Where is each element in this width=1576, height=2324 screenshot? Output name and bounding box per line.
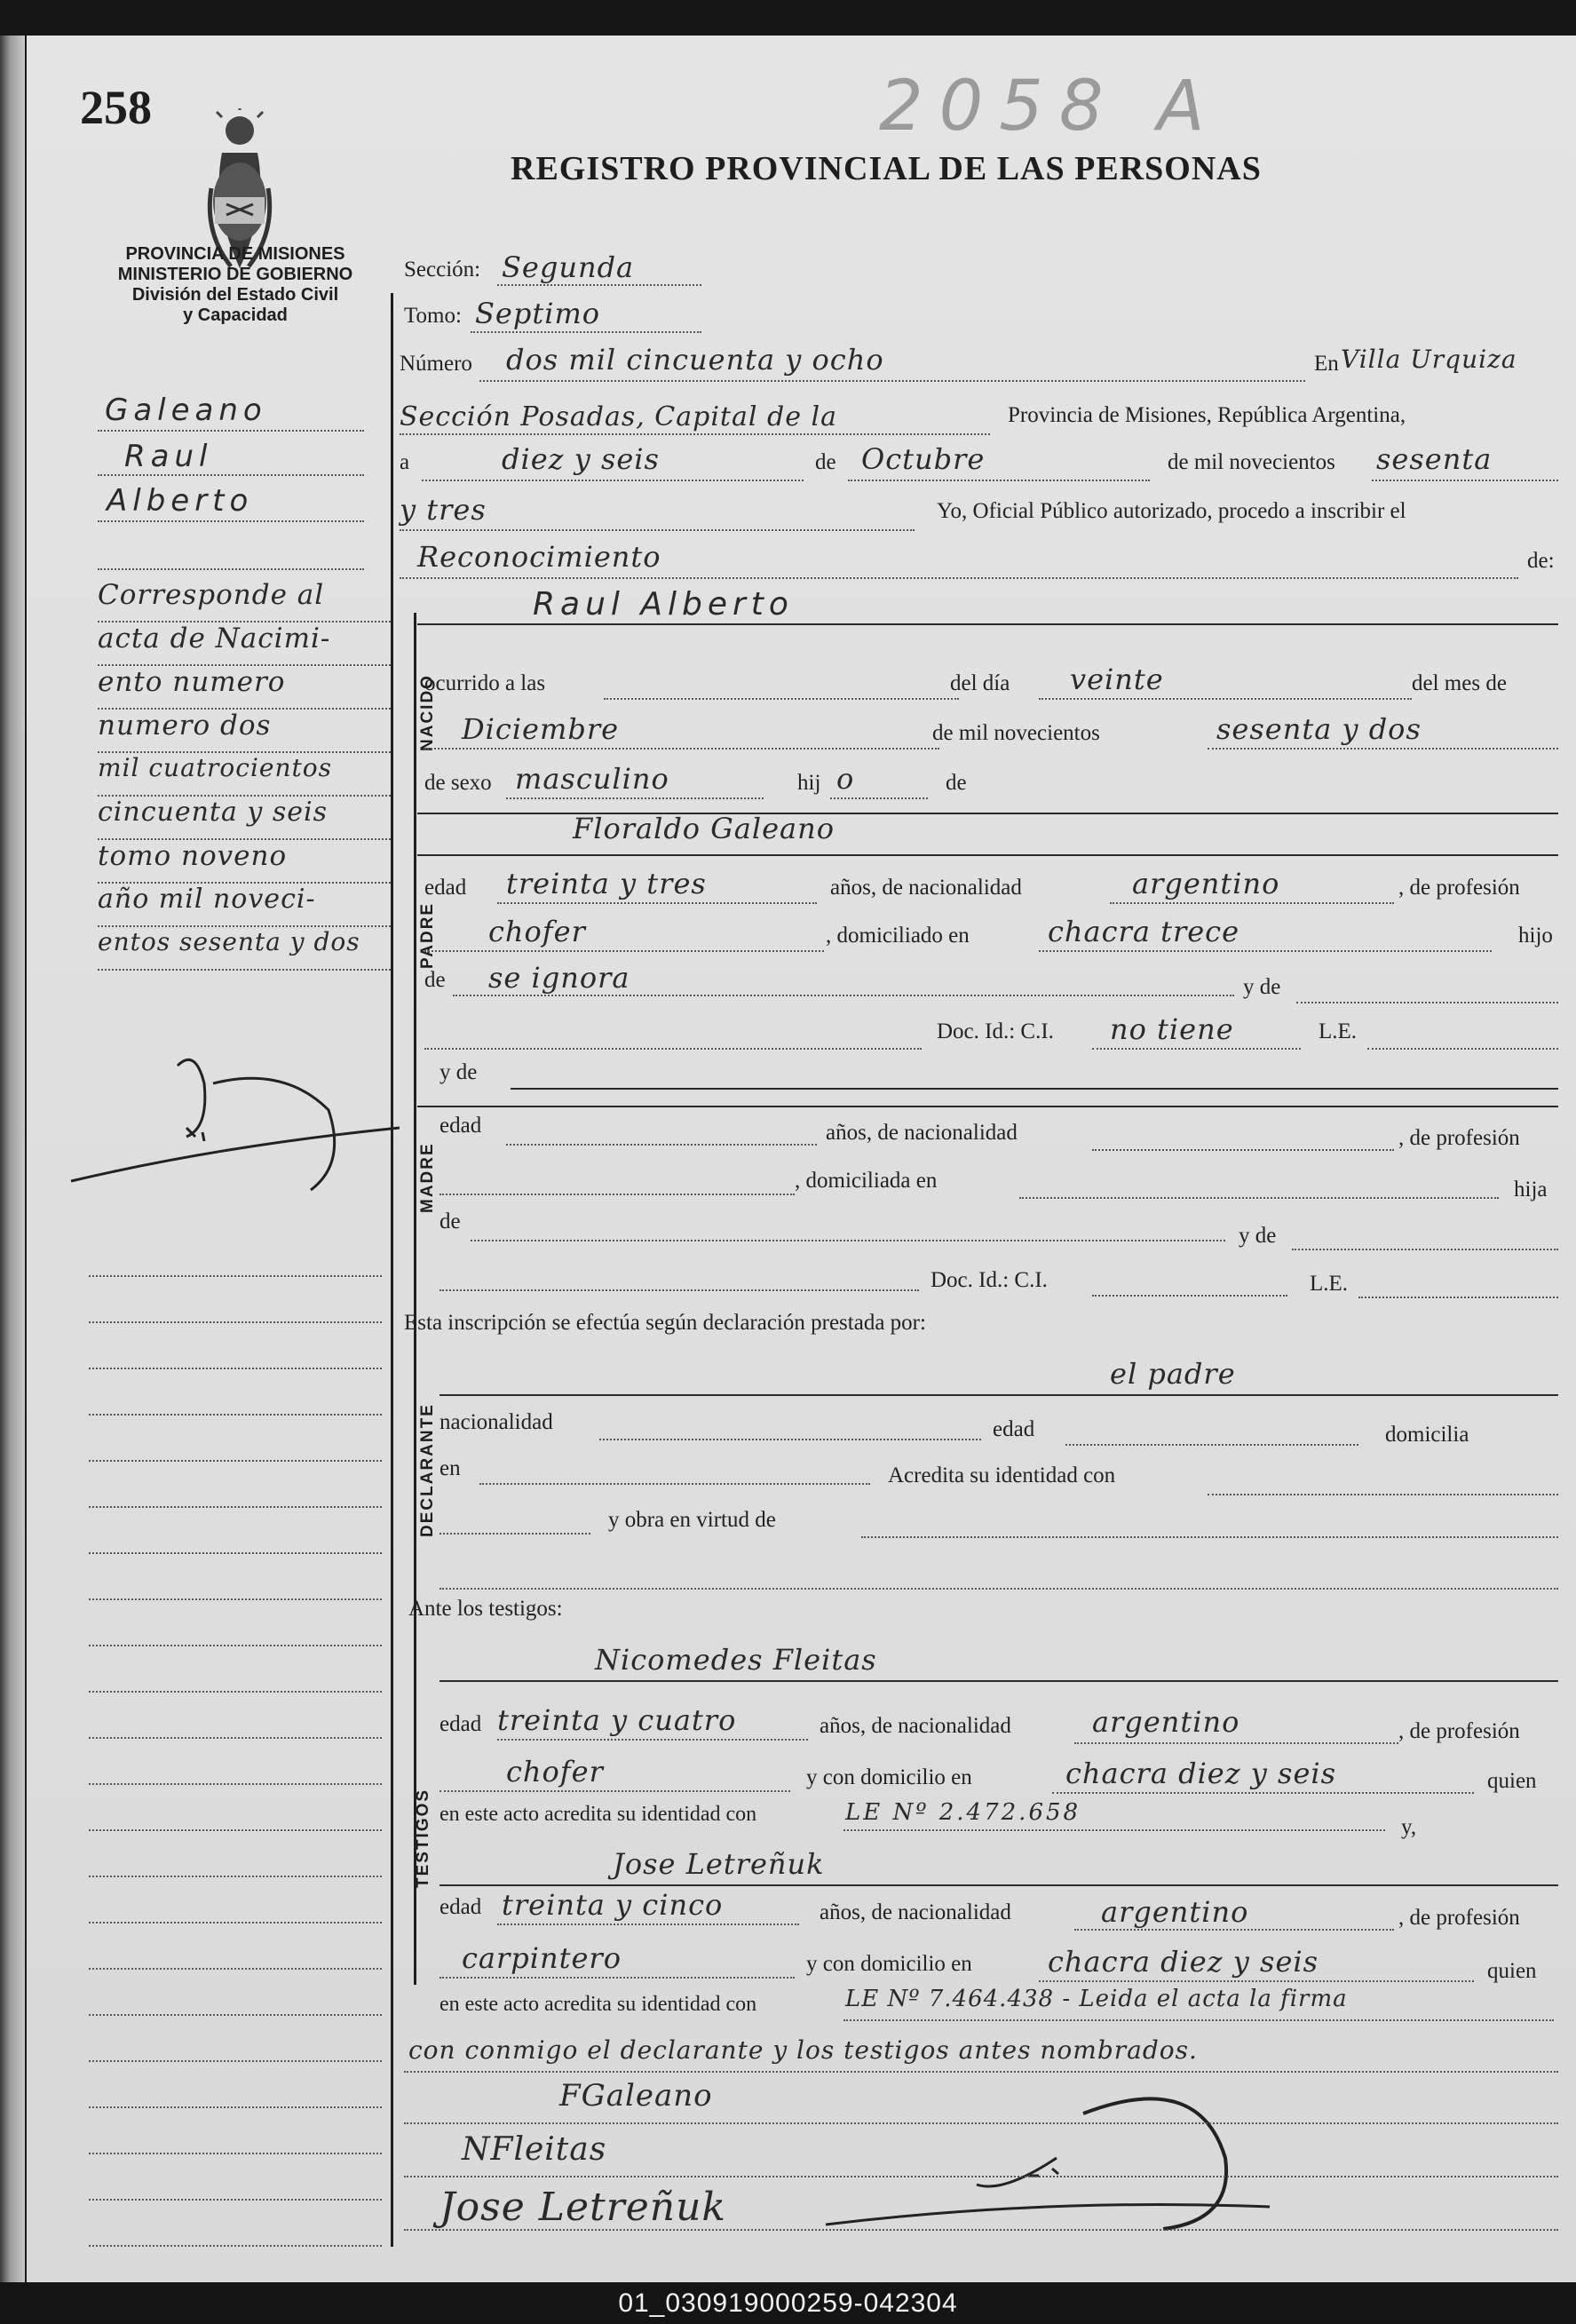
signature-witness-2: Jose Letreñuk (440, 2185, 727, 2230)
y-de2-label-madre: y de (1239, 1224, 1277, 1248)
signature-father: FGaleano (559, 2078, 713, 2114)
margin-note-line: ento numero (98, 666, 391, 710)
edad-label-padre: edad (424, 876, 467, 900)
en-label: En (1314, 352, 1339, 376)
margin-note-line: tomo noveno (98, 840, 391, 884)
margin-signature (62, 1030, 400, 1208)
de-label: de (815, 450, 836, 474)
declarante-intro: Esta inscripción se efectúa según declaración prestada por: (404, 1311, 926, 1335)
edad-label-t1: edad (440, 1712, 482, 1736)
padre-side-label: PADRE (418, 901, 437, 969)
le-label-padre: L.E. (1319, 1019, 1358, 1043)
margin-blank-lines (89, 1231, 382, 2247)
cierre-text: con conmigo el declarante y los testigos antes nombrados. (408, 2035, 1198, 2065)
padre-nombre: Floraldo Galeano (573, 812, 835, 845)
hij-label: hij (797, 771, 821, 795)
margin-divider (391, 293, 393, 2247)
yo-text: Yo, Oficial Público autorizado, procedo a inscribir el (937, 499, 1406, 523)
nombre-inscripto: Raul Alberto (533, 586, 794, 623)
en-value: Villa Urquiza (1341, 345, 1517, 374)
testigo2-edad: treinta y cinco (502, 1888, 724, 1922)
signature-officer (826, 2051, 1323, 2238)
margin-note-line: acta de Nacimi- (98, 623, 391, 666)
margin-note-line: Corresponde al (98, 579, 391, 623)
nacido-side-label: NACIDO (418, 674, 437, 751)
testigo2-domicilio: chacra diez y seis (1048, 1945, 1319, 1979)
tomo-label: Tomo: (404, 304, 462, 328)
testigo2-nombre: Jose Letreñuk (613, 1847, 825, 1881)
testigos-side-label: TESTIGOS (414, 1788, 432, 1888)
document-page (27, 36, 1576, 2282)
margin-note-line: cincuenta y seis (98, 797, 391, 840)
provincia-text: Provincia de Misiones, República Argentina, (1008, 403, 1406, 427)
profesion-label-t2: , de profesión (1398, 1906, 1520, 1930)
a-label: a (400, 450, 410, 474)
doc-padre: no tiene (1110, 1012, 1234, 1046)
profesion-label-madre: , de profesión (1398, 1126, 1520, 1150)
de-label-madre: de (440, 1210, 461, 1233)
profesion-label-padre: , de profesión (1398, 876, 1520, 900)
nacionalidad-padre: argentino (1132, 867, 1280, 900)
mes-inscripcion: Octubre (861, 442, 986, 476)
testigo1-domicilio: chacra diez y seis (1065, 1757, 1337, 1790)
book-edge (0, 36, 25, 2282)
doc-label-madre: Doc. Id.: C.I. (931, 1268, 1048, 1292)
header-ministry: MINISTERIO DE GOBIERNO (117, 265, 353, 284)
ocurrido-label: ocurrido a las (424, 671, 546, 695)
anios-label-t1: años, de nacionalidad (820, 1714, 1011, 1738)
hijo-label-padre: hijo (1518, 924, 1553, 948)
anio-nacimiento: sesenta y dos (1216, 712, 1422, 746)
signature-witness-1: NFleitas (462, 2131, 607, 2168)
domicilio-label-padre: , domiciliado en (826, 924, 970, 948)
edad-padre: treinta y tres (506, 867, 707, 900)
tomo-value: Septimo (475, 297, 601, 330)
margin-note-line: entos sesenta y dos (98, 927, 391, 971)
mil-label-nac: de mil novecientos (932, 721, 1100, 745)
margin-note-line: mil cuatrocientos (98, 753, 391, 797)
y-de-label-padre: y de (1243, 975, 1281, 999)
profesion-padre: chofer (488, 915, 586, 948)
domicilio-label-madre: , domiciliada en (795, 1169, 938, 1193)
edad-label-decl: edad (993, 1417, 1035, 1441)
y-label-t1: y, (1401, 1815, 1417, 1839)
profesion-label-t1: , de profesión (1398, 1719, 1520, 1743)
domicilio-label-decl: domicilia (1385, 1423, 1469, 1447)
margin-surname: Galeano (105, 393, 267, 428)
obra-label-decl: y obra en virtud de (608, 1508, 776, 1532)
de-colon-label: de: (1527, 549, 1555, 573)
declarante-nombre: el padre (1110, 1357, 1236, 1391)
testigo2-doc: LE Nº 7.464.438 - Leida el acta la firma (845, 1986, 1348, 2012)
domicilio-label-t1: y con domicilio en (806, 1765, 972, 1789)
page-number: 258 (80, 81, 152, 134)
margin-given-1: Raul (124, 439, 213, 474)
document-title: REGISTRO PROVINCIAL DE LAS PERSONAS (511, 150, 1262, 187)
testigo1-nacionalidad: argentino (1092, 1705, 1240, 1739)
seccion-value: Segunda (502, 250, 635, 284)
margin-note (98, 579, 391, 971)
margin-note-line: año mil noveci- (98, 884, 391, 927)
testigo1-doc: LE Nº 2.472.658 (845, 1799, 1081, 1826)
image-id-footer: 01_030919000259-042304 (0, 2282, 1576, 2324)
margin-line (98, 474, 364, 476)
margin-line (98, 568, 364, 570)
header-capacity: y Capacidad (183, 305, 288, 325)
anios-label-padre: años, de nacionalidad (830, 876, 1022, 900)
top-border (0, 0, 1576, 40)
hijo-suffix: o (836, 762, 855, 796)
dia-inscripcion: diez y seis (502, 442, 660, 476)
header-division: División del Estado Civil (131, 285, 339, 305)
y-de-label-madre: y de (440, 1060, 478, 1084)
margin-given-2: Alberto (107, 483, 254, 519)
testigos-intro: Ante los testigos: (408, 1597, 563, 1621)
testigo1-edad: treinta y cuatro (497, 1703, 737, 1737)
dia-nacimiento: veinte (1070, 662, 1164, 696)
numero-label: Número (400, 352, 472, 376)
acredita-label-t2: en este acto acredita su identidad con (440, 1993, 757, 2016)
header-province: PROVINCIA DE MISIONES (125, 244, 345, 264)
anios-label-t2: años, de nacionalidad (820, 1900, 1011, 1924)
sexo-value: masculino (515, 762, 669, 796)
acredita-label-t1: en este acto acredita su identidad con (440, 1803, 757, 1826)
madre-side-label: MADRE (418, 1142, 437, 1213)
seccion-line: Sección Posadas, Capital de la (400, 401, 837, 432)
nacionalidad-label-decl: nacionalidad (440, 1410, 553, 1434)
sexo-label: de sexo (424, 771, 492, 795)
anios-label-madre: años, de nacionalidad (826, 1121, 1018, 1145)
en-label-decl: en (440, 1456, 461, 1480)
pencil-number: 2058 A (879, 67, 1221, 147)
padres-del-padre: se ignora (488, 961, 630, 995)
seccion-label: Sección: (404, 258, 481, 282)
quien-label-t2: quien (1487, 1959, 1537, 1983)
le-label-madre: L.E. (1310, 1272, 1349, 1296)
de-label-nac: de (946, 771, 967, 795)
anio-inscripcion-1: sesenta (1376, 442, 1493, 476)
quien-label-t1: quien (1487, 1769, 1537, 1793)
edad-label-t2: edad (440, 1895, 482, 1919)
del-mes-label: del mes de (1412, 671, 1507, 695)
margin-line (98, 430, 364, 432)
domicilio-padre: chacra trece (1048, 915, 1240, 948)
margin-line (98, 520, 364, 522)
issuer-header (102, 244, 368, 326)
numero-value: dos mil cincuenta y ocho (506, 343, 884, 377)
testigo1-nombre: Nicomedes Fleitas (595, 1643, 877, 1677)
anio-inscripcion-2: y tres (400, 493, 487, 527)
de-label-padre: de (424, 968, 446, 992)
del-dia-label: del día (950, 671, 1010, 695)
hija-label-madre: hija (1514, 1178, 1548, 1202)
domicilio-label-t2: y con domicilio en (806, 1952, 972, 1976)
testigo2-profesion: carpintero (462, 1941, 622, 1975)
declarante-side-label: DECLARANTE (418, 1403, 437, 1537)
acredita-label-decl: Acredita su identidad con (888, 1463, 1116, 1487)
testigo2-nacionalidad: argentino (1101, 1895, 1249, 1929)
mes-nacimiento: Diciembre (462, 712, 620, 746)
motivo-value: Reconocimiento (417, 540, 661, 574)
margin-note-line: numero dos (98, 710, 391, 753)
mil-label: de mil novecientos (1168, 450, 1335, 474)
testigo1-profesion: chofer (506, 1755, 604, 1789)
edad-label-madre: edad (440, 1114, 482, 1138)
doc-label-padre: Doc. Id.: C.I. (937, 1019, 1054, 1043)
